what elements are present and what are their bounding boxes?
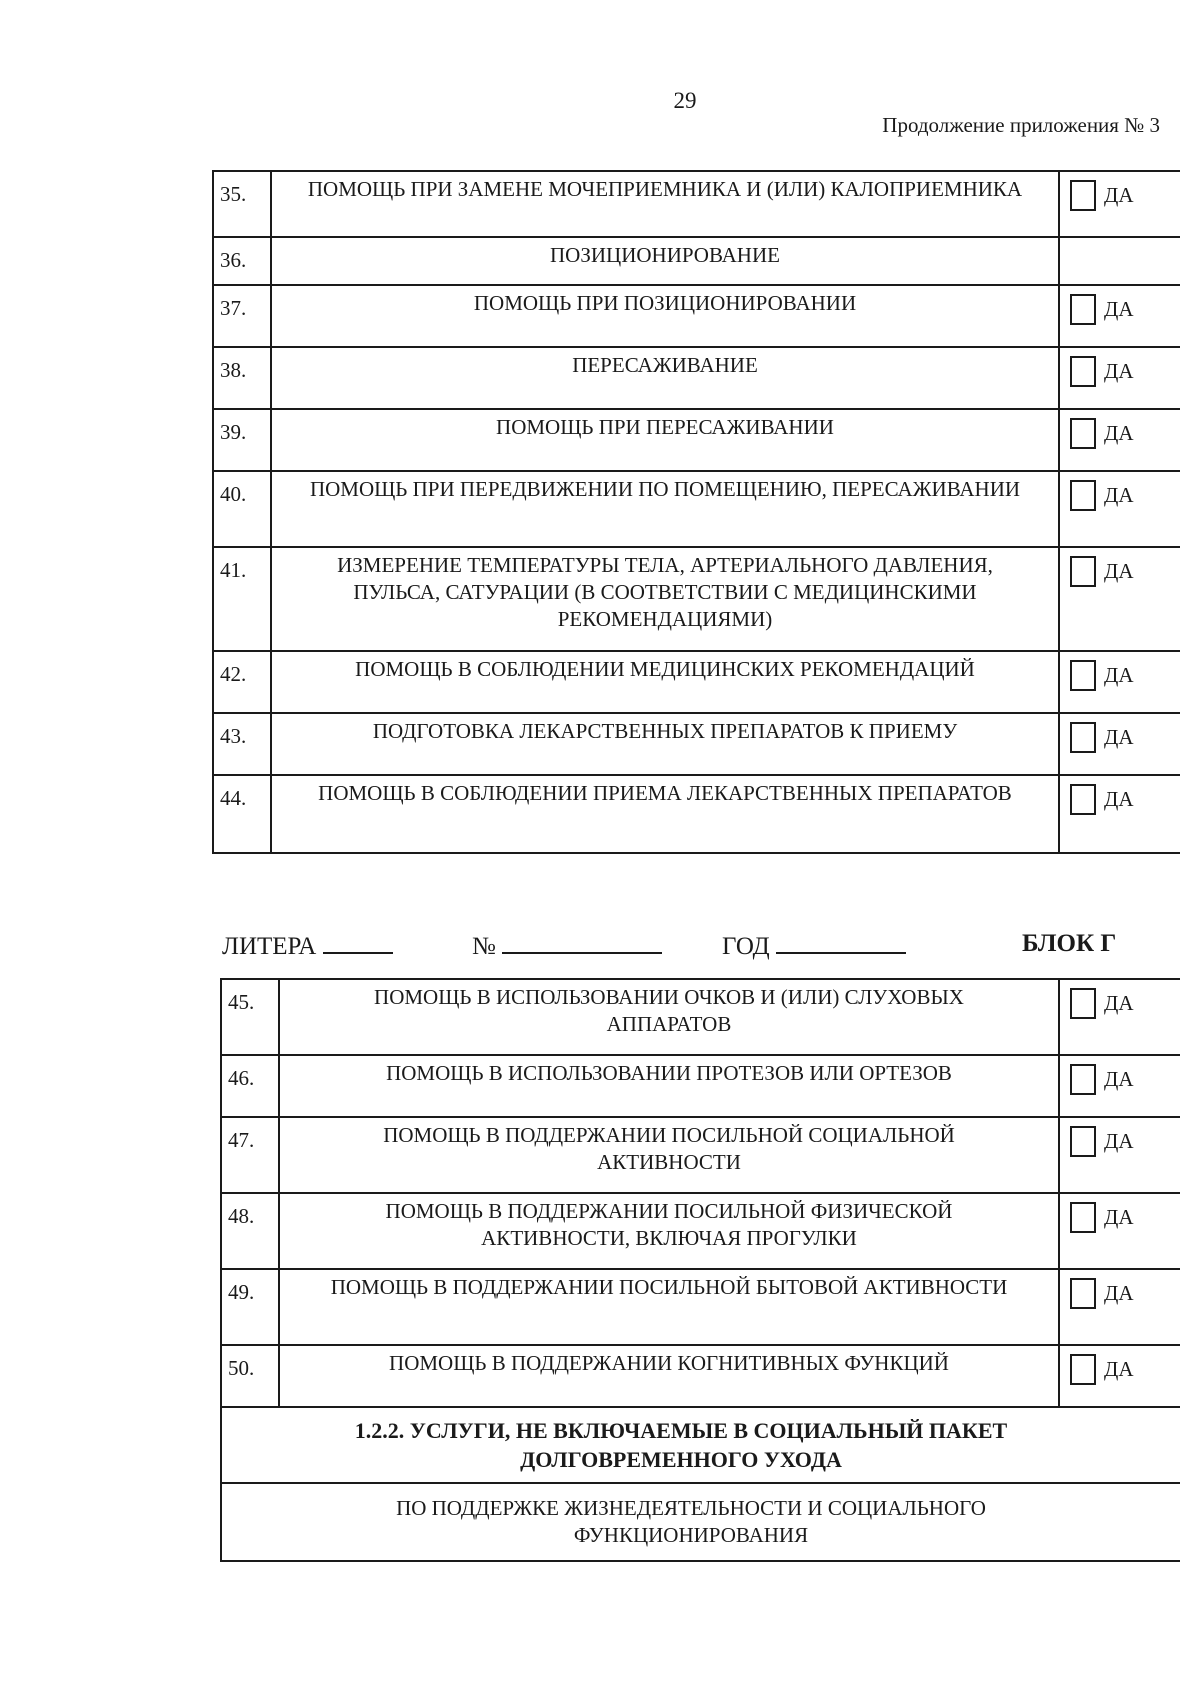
checkbox-cell xyxy=(1059,285,1180,347)
table-row xyxy=(221,1193,1180,1269)
table-row xyxy=(213,237,1180,285)
service-description: ПОМОЩЬ В СОБЛЮДЕНИИ МЕДИЦИНСКИХ РЕКОМЕНДАЦИЙ xyxy=(271,651,1059,713)
yes-label: ДА xyxy=(1104,787,1134,811)
appendix-note: Продолжение приложения № 3 xyxy=(882,113,1160,137)
service-description: ПОМОЩЬ ПРИ ЗАМЕНЕ МОЧЕПРИЕМНИКА И (ИЛИ) КАЛОПРИЕМНИКА xyxy=(271,171,1059,237)
services-table-part1 xyxy=(212,170,1180,854)
yes-label: ДА xyxy=(1104,725,1134,749)
checkbox-cell xyxy=(1059,237,1180,285)
section-title-row xyxy=(221,1407,1180,1483)
table-row xyxy=(213,409,1180,471)
checkbox-cell xyxy=(1059,409,1180,471)
section-title: 1.2.2. УСЛУГИ, НЕ ВКЛЮЧАЕМЫЕ В СОЦИАЛЬНЫЙ ПАКЕТ ДОЛГОВРЕМЕННОГО УХОДА xyxy=(354,1418,1008,1472)
row-number: 45. xyxy=(221,979,279,1055)
yes-label: ДА xyxy=(1104,359,1134,383)
yes-label: ДА xyxy=(1104,663,1134,687)
checkbox-cell xyxy=(1059,171,1180,237)
row-number: 38. xyxy=(213,347,271,409)
yes-checkbox[interactable] xyxy=(1070,418,1096,449)
checkbox-cell xyxy=(1059,1117,1180,1193)
litera-blank[interactable] xyxy=(323,930,393,954)
section-subtitle: ПО ПОДДЕРЖКЕ ЖИЗНЕДЕЯТЕЛЬНОСТИ И СОЦИАЛЬНОГО ФУНКЦИОНИРОВАНИЯ xyxy=(396,1496,986,1547)
checkbox-cell xyxy=(1059,471,1180,547)
table-row xyxy=(213,713,1180,775)
table-row xyxy=(221,979,1180,1055)
yes-label: ДА xyxy=(1104,1067,1134,1091)
yes-label: ДА xyxy=(1104,559,1134,583)
yes-label: ДА xyxy=(1104,991,1134,1015)
checkbox-cell xyxy=(1059,713,1180,775)
litera-label: ЛИТЕРА xyxy=(222,933,317,960)
page-number: 29 xyxy=(673,88,697,113)
table-row xyxy=(221,1345,1180,1407)
yes-label: ДА xyxy=(1104,1357,1134,1381)
service-description: ПОЗИЦИОНИРОВАНИЕ xyxy=(271,237,1059,285)
service-description: ПОМОЩЬ В ПОДДЕРЖАНИИ КОГНИТИВНЫХ ФУНКЦИЙ xyxy=(279,1345,1059,1407)
yes-checkbox[interactable] xyxy=(1070,1354,1096,1385)
row-number: 40. xyxy=(213,471,271,547)
litera-field[interactable] xyxy=(222,930,393,961)
yes-checkbox[interactable] xyxy=(1070,1278,1096,1309)
service-description: ПОМОЩЬ В ПОДДЕРЖАНИИ ПОСИЛЬНОЙ СОЦИАЛЬНОЙ АКТИВНОСТИ xyxy=(279,1117,1059,1193)
row-number: 49. xyxy=(221,1269,279,1345)
yes-checkbox[interactable] xyxy=(1070,784,1096,815)
service-description: ИЗМЕРЕНИЕ ТЕМПЕРАТУРЫ ТЕЛА, АРТЕРИАЛЬНОГО ДАВЛЕНИЯ, ПУЛЬСА, САТУРАЦИИ (В СООТВЕТСТВИИ С МЕДИЦИНСКИМИ РЕКОМЕНДАЦИЯМИ) xyxy=(271,547,1059,651)
checkbox-cell xyxy=(1059,1055,1180,1117)
service-description: ПОМОЩЬ ПРИ ПОЗИЦИОНИРОВАНИИ xyxy=(271,285,1059,347)
checkbox-cell xyxy=(1059,1345,1180,1407)
year-blank[interactable] xyxy=(776,930,906,954)
table-row xyxy=(221,1055,1180,1117)
year-label: ГОД xyxy=(722,933,770,960)
checkbox-cell xyxy=(1059,651,1180,713)
yes-checkbox[interactable] xyxy=(1070,1064,1096,1095)
row-number: 36. xyxy=(213,237,271,285)
block-label: БЛОК Г xyxy=(1022,930,1117,957)
service-description: ПОДГОТОВКА ЛЕКАРСТВЕННЫХ ПРЕПАРАТОВ К ПРИЕМУ xyxy=(271,713,1059,775)
service-description: ПЕРЕСАЖИВАНИЕ xyxy=(271,347,1059,409)
yes-checkbox[interactable] xyxy=(1070,180,1096,211)
table-row xyxy=(213,651,1180,713)
table-row xyxy=(213,347,1180,409)
number-field[interactable] xyxy=(472,930,662,961)
checkbox-cell xyxy=(1059,347,1180,409)
service-description: ПОМОЩЬ В СОБЛЮДЕНИИ ПРИЕМА ЛЕКАРСТВЕННЫХ ПРЕПАРАТОВ xyxy=(271,775,1059,853)
yes-checkbox[interactable] xyxy=(1070,1126,1096,1157)
row-number: 42. xyxy=(213,651,271,713)
row-number: 44. xyxy=(213,775,271,853)
yes-checkbox[interactable] xyxy=(1070,480,1096,511)
checkbox-cell xyxy=(1059,1193,1180,1269)
year-field[interactable] xyxy=(722,930,906,961)
row-number: 37. xyxy=(213,285,271,347)
section-subtitle-row xyxy=(221,1483,1180,1561)
yes-label: ДА xyxy=(1104,297,1134,321)
yes-label: ДА xyxy=(1104,1281,1134,1305)
number-blank[interactable] xyxy=(502,930,662,954)
table-row xyxy=(221,1269,1180,1345)
service-description: ПОМОЩЬ В ИСПОЛЬЗОВАНИИ ПРОТЕЗОВ ИЛИ ОРТЕЗОВ xyxy=(279,1055,1059,1117)
row-number: 47. xyxy=(221,1117,279,1193)
row-number: 50. xyxy=(221,1345,279,1407)
checkbox-cell xyxy=(1059,1269,1180,1345)
row-number: 46. xyxy=(221,1055,279,1117)
row-number: 48. xyxy=(221,1193,279,1269)
row-number: 39. xyxy=(213,409,271,471)
row-number: 43. xyxy=(213,713,271,775)
row-number: 41. xyxy=(213,547,271,651)
service-description: ПОМОЩЬ ПРИ ПЕРЕДВИЖЕНИИ ПО ПОМЕЩЕНИЮ, ПЕРЕСАЖИВАНИИ xyxy=(271,471,1059,547)
yes-checkbox[interactable] xyxy=(1070,1202,1096,1233)
yes-checkbox[interactable] xyxy=(1070,660,1096,691)
yes-label: ДА xyxy=(1104,1205,1134,1229)
row-number: 35. xyxy=(213,171,271,237)
yes-checkbox[interactable] xyxy=(1070,988,1096,1019)
checkbox-cell xyxy=(1059,547,1180,651)
service-description: ПОМОЩЬ ПРИ ПЕРЕСАЖИВАНИИ xyxy=(271,409,1059,471)
yes-label: ДА xyxy=(1104,1129,1134,1153)
table-row xyxy=(213,171,1180,237)
yes-label: ДА xyxy=(1104,421,1134,445)
checkbox-cell xyxy=(1059,979,1180,1055)
yes-label: ДА xyxy=(1104,483,1134,507)
table-row xyxy=(221,1117,1180,1193)
service-description: ПОМОЩЬ В ПОДДЕРЖАНИИ ПОСИЛЬНОЙ БЫТОВОЙ АКТИВНОСТИ xyxy=(279,1269,1059,1345)
yes-checkbox[interactable] xyxy=(1070,556,1096,587)
number-label: № xyxy=(472,933,496,960)
yes-label: ДА xyxy=(1104,183,1134,207)
yes-checkbox[interactable] xyxy=(1070,294,1096,325)
table-row xyxy=(213,547,1180,651)
table-row xyxy=(213,775,1180,853)
yes-checkbox[interactable] xyxy=(1070,722,1096,753)
table-row xyxy=(213,471,1180,547)
services-table-part2 xyxy=(220,978,1180,1562)
table-row xyxy=(213,285,1180,347)
checkbox-cell xyxy=(1059,775,1180,853)
service-description: ПОМОЩЬ В ПОДДЕРЖАНИИ ПОСИЛЬНОЙ ФИЗИЧЕСКОЙ АКТИВНОСТИ, ВКЛЮЧАЯ ПРОГУЛКИ xyxy=(279,1193,1059,1269)
yes-checkbox[interactable] xyxy=(1070,356,1096,387)
service-description: ПОМОЩЬ В ИСПОЛЬЗОВАНИИ ОЧКОВ И (ИЛИ) СЛУХОВЫХ АППАРАТОВ xyxy=(279,979,1059,1055)
